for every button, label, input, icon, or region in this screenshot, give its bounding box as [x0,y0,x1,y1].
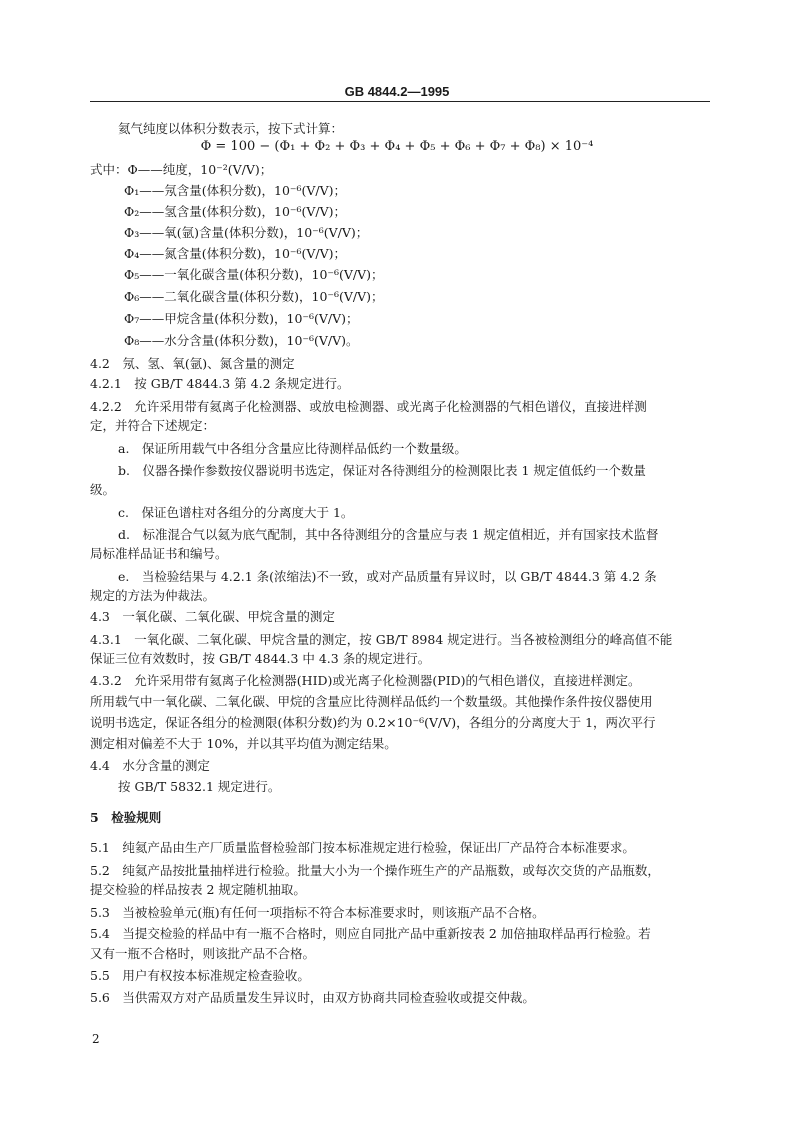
clause-5-2: 5.2 纯氦产品按批量抽样进行检验。批量大小为一个操作班生产的产品瓶数，或每次交货的产品瓶数， [90,863,660,878]
clause-5-6: 5.6 当供需双方对产品质量发生异议时，由双方协商共同检查验收或提交仲裁。 [90,990,535,1005]
section-heading-4-4: 4.4 水分含量的测定 [90,758,210,773]
clause-4-3-2-cont: 测定相对偏差不大于 10%，并以其平均值为测定结果。 [90,736,397,751]
clause-4-3-2: 4.3.2 允许采用带有氦离子化检测器(HID)或光离子化检测器(PID)的气相色谱仪，直接进样测定。 [90,673,641,688]
clause-5-4: 5.4 当提交检验的样品中有一瓶不合格时，则应自同批产品中重新按表 2 加倍抽取样品再行检验。若 [90,926,651,941]
symbol-definition: Φ₄——氮含量(体积分数)，10⁻⁶(V/V)； [124,246,347,261]
symbol-definition: Φ₁——氖含量(体积分数)，10⁻⁶(V/V)； [124,183,347,198]
section-heading-4-3: 4.3 一氧化碳、二氧化碳、甲烷含量的测定 [90,609,335,624]
clause-4-2-1: 4.2.1 按 GB/T 4844.3 第 4.2 条规定进行。 [90,376,350,391]
clause-5-2-cont: 提交检验的样品按表 2 规定随机抽取。 [90,882,306,897]
symbol-definition: Φ₆——二氧化碳含量(体积分数)，10⁻⁶(V/V)； [124,289,384,304]
page-number: 2 [92,1032,100,1046]
clause-5-1: 5.1 纯氦产品由生产厂质量监督检验部门按本标准规定进行检验，保证出厂产品符合本标准要求。 [90,840,635,855]
clause-4-3-2-cont: 所用载气中一氧化碳、二氧化碳、甲烷的含量应比待测样品低约一个数量级。其他操作条件按仪器使用 [90,694,653,709]
clause-4-2-2: 4.2.2 允许采用带有氦离子化检测器、或放电检测器、或光离子化检测器的气相色谱仪，直接进样测 [90,399,647,414]
purity-formula: Φ = 100 − (Φ₁ + Φ₂ + Φ₃ + Φ₄ + Φ₅ + Φ₆ + Φ₇ + Φ₈) × 10⁻⁴ [200,139,594,154]
list-item-d-cont: 局标准样品证书和编号。 [90,546,228,561]
clause-4-2-2-cont: 定，并符合下述规定： [90,418,216,433]
symbol-definition: Φ₅——一氧化碳含量(体积分数)，10⁻⁶(V/V)； [124,267,384,282]
clause-4-4-body: 按 GB/T 5832.1 规定进行。 [118,779,281,794]
list-item-c: c. 保证色谱柱对各组分的分离度大于 1。 [118,505,354,520]
list-item-e: e. 当检验结果与 4.2.1 条(浓缩法)不一致，或对产品质量有异议时，以 GB/T 4844.3 第 4.2 条 [118,569,657,584]
list-item-a: a. 保证所用载气中各组分含量应比待测样品低约一个数量级。 [118,441,467,456]
clause-5-3: 5.3 当被检验单元(瓶)有任何一项指标不符合本标准要求时，则该瓶产品不合格。 [90,905,545,920]
section-heading-4-2: 4.2 氖、氢、氧(氩)、氮含量的测定 [90,356,295,371]
header-rule [90,101,710,102]
purity-intro-text: 氦气纯度以体积分数表示，按下式计算： [118,121,344,136]
where-clause: 式中：Φ——纯度，10⁻²(V/V)； [90,162,273,177]
clause-4-3-1: 4.3.1 一氧化碳、二氧化碳、甲烷含量的测定，按 GB/T 8984 规定进行。当各被检测组分的峰高值不能 [90,632,673,647]
list-item-b: b. 仪器各操作参数按仪器说明书选定，保证对各待测组分的检测限比表 1 规定值低约一个数量 [118,463,646,478]
list-item-b-cont: 级。 [90,482,116,497]
list-item-e-cont: 规定的方法为仲裁法。 [90,588,216,603]
symbol-definition: Φ₂——氢含量(体积分数)，10⁻⁶(V/V)； [124,204,347,219]
list-item-d: d. 标准混合气以氦为底气配制，其中各待测组分的含量应与表 1 规定值相近，并有国家技术监督 [118,527,659,542]
symbol-definition: Φ₈——水分含量(体积分数)，10⁻⁶(V/V)。 [124,333,359,348]
clause-4-3-2-cont: 说明书选定，保证各组分的检测限(体积分数)约为 0.2×10⁻⁶(V/V)，各组分的分离度大于 1，两次平行 [90,715,656,730]
clause-5-5: 5.5 用户有权按本标准规定检查验收。 [90,968,310,983]
symbol-definition: Φ₇——甲烷含量(体积分数)，10⁻⁶(V/V)； [124,311,359,326]
clause-4-3-1-cont: 保证三位有效数时，按 GB/T 4844.3 中 4.3 条的规定进行。 [90,651,431,666]
symbol-definition: Φ₃——氧(氩)含量(体积分数)，10⁻⁶(V/V)； [124,225,369,240]
clause-5-4-cont: 又有一瓶不合格时，则该批产品不合格。 [90,946,316,961]
section-heading-5: 5 检验规则 [90,810,162,825]
document-code-header: GB 4844.2—1995 [344,84,450,99]
